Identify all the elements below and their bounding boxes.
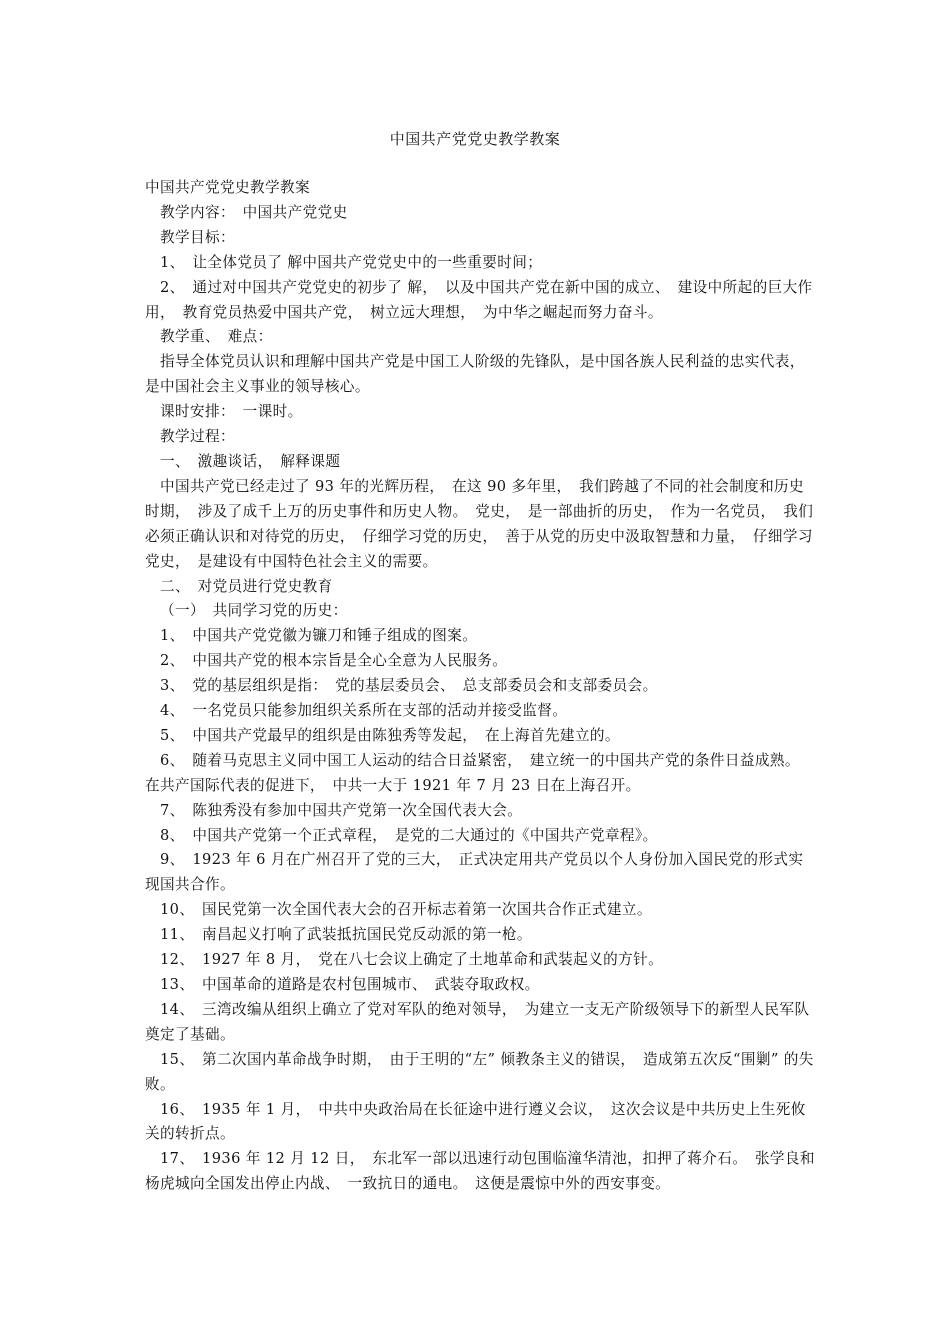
list-item: 4、 一名党员只能参加组织关系所在支部的活动并接受监督。 xyxy=(160,702,568,720)
paragraph-teaching-content: 教学内容： 中国共产党党史 xyxy=(160,203,348,221)
paragraph-goal-1: 1、 让全体党员了 解中国共产党党史中的一些重要时间； xyxy=(160,253,543,271)
document-title: 中国共产党党史教学教案 xyxy=(389,130,561,148)
paragraph-key-points-label: 教学重、 难点： xyxy=(160,328,273,346)
list-item: 7、 陈独秀没有参加中国共产党第一次全国代表大会。 xyxy=(160,801,523,819)
paragraph-heading: 中国共产党党史教学教案 xyxy=(145,179,310,196)
paragraph-intro: 中国共产党已经走过了 93 年的光辉历程， 在这 90 多年里， 我们跨越了不同的社会制度和历史时期， 涉及了成千上万的历史事件和历史人物。 党史， 是一部曲折的历史， 作为一名党员， 我们必须正确认识和对待党的历史， 仔细学习党的历史， 善于从党的历史中汲取智慧和力量， 仔细学习党史， 是建设有中国特色社会主义的需要。 xyxy=(145,477,814,570)
list-item: 9、 1923 年 6 月在广州召开了党的三大， 正式决定用共产党员以个人身份加入国民党的形式实现国共合作。 xyxy=(145,851,804,894)
list-item: 6、 随着马克思主义同中国工人运动的结合日益紧密， 建立统一的中国共产党的条件日益成熟。 在共产国际代表的促进下， 中共一大于 1921 年 7 月 23 日在上海召开。 xyxy=(145,751,808,794)
list-item: 15、 第二次国内革命战争时期， 由于王明的“左” 倾教条主义的错误， 造成第五次反“围剿” 的失败。 xyxy=(145,1050,814,1093)
paragraph-key-points: 指导全体党员认识和理解中国共产党是中国工人阶级的先锋队，是中国各族人民利益的忠实代表， 是中国社会主义事业的领导核心。 xyxy=(145,353,813,396)
document-body xyxy=(145,176,815,1197)
list-item: 3、 党的基层组织是指： 党的基层委员会、 总支部委员会和支部委员会。 xyxy=(160,677,658,695)
list-item: 1、 中国共产党党徽为镰刀和锤子组成的图案。 xyxy=(160,627,478,645)
list-item: 14、 三湾改编从组织上确立了党对军队的绝对领导， 为建立一支无产阶级领导下的新型人民军队奠定了基础。 xyxy=(145,1000,810,1043)
list-item: 17、 1936 年 12 月 12 日， 东北军一部以迅速行动包围临潼华清池，扣押了蒋介石。 张学良和杨虎城向全国发出停止内战、 一致抗日的通电。 这便是震惊中外的西安事变。 xyxy=(145,1150,815,1193)
paragraph-section-1: 一、 激趣谈话， 解释课题 xyxy=(160,452,341,470)
paragraph-schedule: 课时安排： 一课时。 xyxy=(160,403,303,421)
list-item: 8、 中国共产党第一个正式章程， 是党的二大通过的《中国共产党章程》。 xyxy=(160,826,658,844)
list-item: 13、 中国革命的道路是农村包围城市、 武装夺取政权。 xyxy=(160,976,540,993)
list-item: 2、 中国共产党的根本宗旨是全心全意为人民服务。 xyxy=(160,652,508,670)
paragraph-subsection-1: （一） 共同学习党的历史： xyxy=(160,602,348,620)
paragraph-process-label: 教学过程： xyxy=(160,428,235,446)
list-item: 11、 南昌起义打响了武装抵抗国民党反动派的第一枪。 xyxy=(160,926,532,944)
paragraph-section-2: 二、 对党员进行党史教育 xyxy=(160,577,333,595)
paragraph-teaching-goals-label: 教学目标： xyxy=(160,228,235,246)
list-item: 10、 国民党第一次全国代表大会的召开标志着第一次国共合作正式建立。 xyxy=(160,901,652,919)
list-item: 12、 1927 年 8 月， 党在八七会议上确定了土地革命和武装起义的方针。 xyxy=(160,951,664,969)
list-item: 5、 中国共产党最早的组织是由陈独秀等发起， 在上海首先建立的。 xyxy=(160,726,620,744)
paragraph-goal-2: 2、 通过对中国共产党党史的初步了 解， 以及中国共产党在新中国的成立、 建设中所起的巨大作用， 教育党员热爱中国共产党， 树立远大理想， 为中华之崛起而努力奋斗。 xyxy=(145,278,813,321)
list-item: 16、 1935 年 1 月， 中共中央政治局在长征途中进行遵义会议， 这次会议是中共历史上生死攸关的转折点。 xyxy=(145,1100,806,1143)
